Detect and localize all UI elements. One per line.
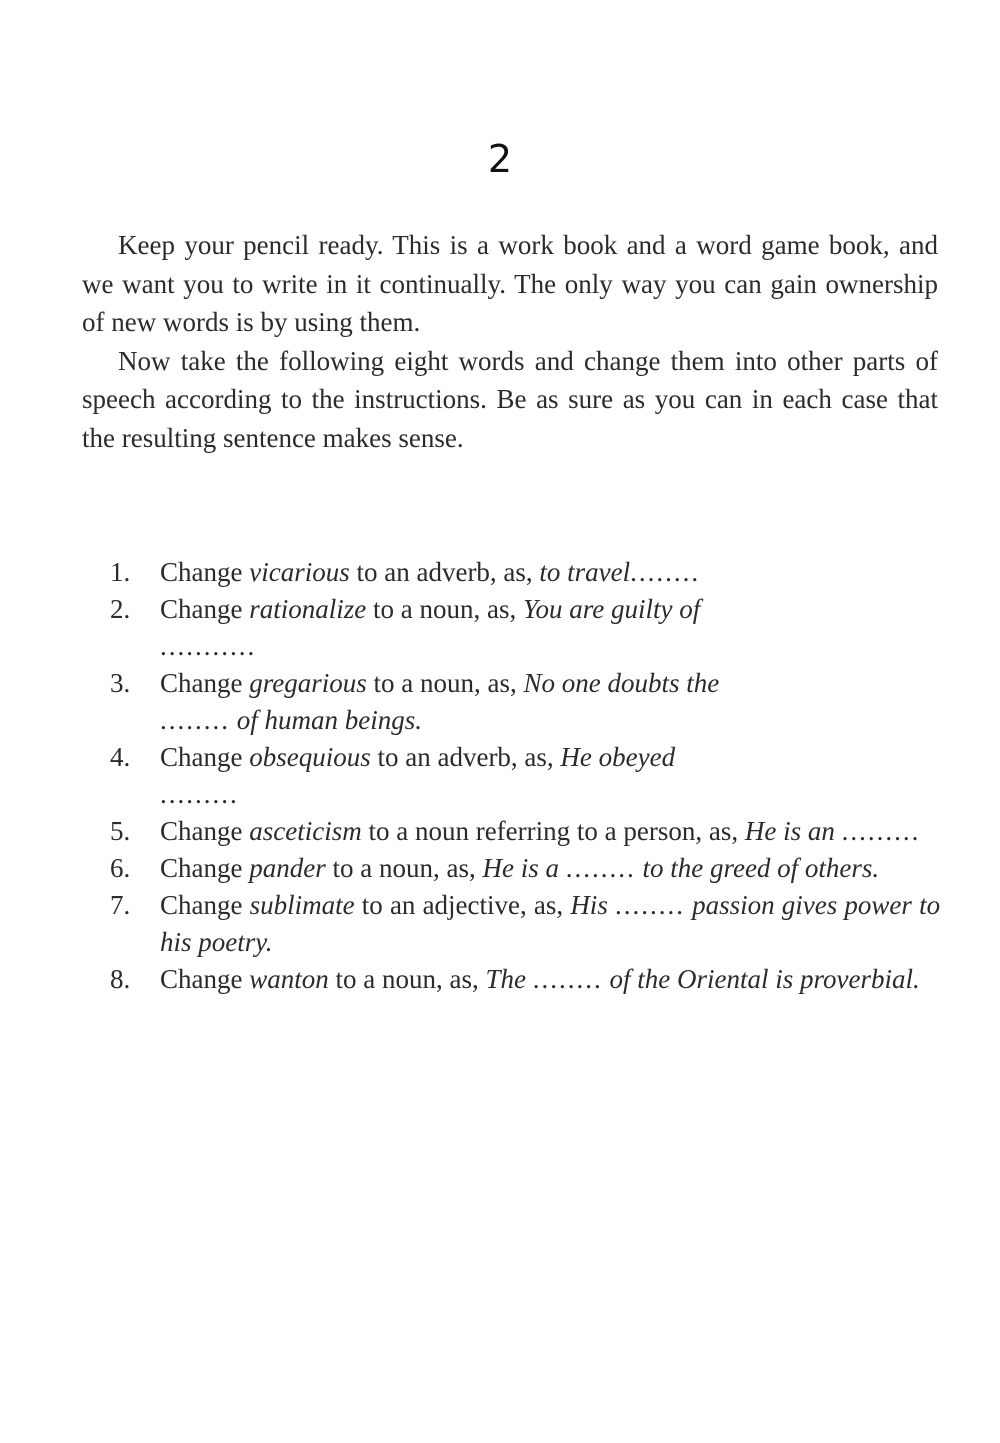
exercise-example-before: The <box>485 964 526 994</box>
exercise-item-8 <box>110 961 940 998</box>
exercise-instruction: to an adjective, as, <box>361 890 564 920</box>
exercise-blank[interactable]: ........ <box>532 964 603 994</box>
exercise-verb: Change <box>160 816 243 846</box>
exercise-item-3 <box>110 665 940 739</box>
intro-paragraph-2: Now take the following eight words and change them into other parts of speech according to the instructions. Be as sure as you can in each case that the resulting sentence makes sense. <box>82 345 938 453</box>
exercise-number: 8. <box>110 964 131 994</box>
exercise-number: 3. <box>110 668 131 698</box>
exercise-instruction: to an adverb, as, <box>356 557 533 587</box>
exercise-example-before: He is an <box>744 816 835 846</box>
exercise-item-4 <box>110 739 940 813</box>
intro-paragraph-1: Keep your pencil ready. This is a work book and a word game book, and we want you to write in it continually. The only way you can gain ownership of new words is by using them. <box>82 230 938 337</box>
exercise-item-5 <box>110 813 940 850</box>
exercise-list <box>110 554 940 998</box>
exercise-instruction: to a noun, as, <box>373 668 517 698</box>
exercise-number: 6. <box>110 853 131 883</box>
exercise-verb: Change <box>160 557 243 587</box>
exercise-target-word: obsequious <box>249 742 371 772</box>
exercise-number: 4. <box>110 742 131 772</box>
exercise-example-before: He is a <box>482 853 559 883</box>
exercise-item-6 <box>110 850 940 887</box>
exercise-blank[interactable]: ........ <box>565 853 636 883</box>
exercise-target-word: vicarious <box>249 557 350 587</box>
exercise-example-after: of the Oriental is proverbial. <box>609 964 920 994</box>
exercise-verb: Change <box>160 594 243 624</box>
exercise-blank[interactable]: ......... <box>841 816 921 846</box>
exercise-blank[interactable]: ........ <box>614 890 685 920</box>
exercise-example-before: He obeyed <box>560 742 676 772</box>
exercise-instruction: to a noun referring to a person, as, <box>368 816 739 846</box>
exercise-number: 5. <box>110 816 131 846</box>
exercise-example-after: to the greed of others. <box>642 853 880 883</box>
exercise-verb: Change <box>160 964 243 994</box>
exercise-verb: Change <box>160 890 243 920</box>
exercise-blank[interactable]: ......... <box>160 779 239 809</box>
exercise-verb: Change <box>160 742 243 772</box>
exercise-instruction: to a noun, as, <box>332 853 476 883</box>
exercise-number: 1. <box>110 557 131 587</box>
exercise-blank[interactable]: ........ <box>160 705 230 735</box>
exercise-item-2 <box>110 591 940 665</box>
exercise-item-7 <box>110 887 940 961</box>
page-number: 2 <box>487 137 513 181</box>
exercise-example-before: No one doubts the <box>523 668 720 698</box>
exercise-instruction: to an adverb, as, <box>377 742 554 772</box>
exercise-target-word: sublimate <box>249 890 355 920</box>
exercise-number: 2. <box>110 594 131 624</box>
exercise-instruction: to a noun, as, <box>335 964 479 994</box>
exercise-blank[interactable]: ........ <box>630 557 701 587</box>
exercise-verb: Change <box>160 668 243 698</box>
exercise-example-before: to travel <box>539 557 631 587</box>
exercise-blank[interactable]: ........... <box>160 631 257 661</box>
exercise-target-word: asceticism <box>249 816 362 846</box>
exercise-item-1 <box>110 554 940 591</box>
exercise-example-after: passion gives power to his poetry. <box>160 890 941 957</box>
exercise-number: 7. <box>110 890 131 920</box>
exercise-example-before: His <box>570 890 608 920</box>
exercise-verb: Change <box>160 853 243 883</box>
exercise-example-after: of human beings. <box>236 705 422 735</box>
exercise-instruction: to a noun, as, <box>373 594 517 624</box>
exercise-target-word: rationalize <box>249 594 367 624</box>
exercise-target-word: pander <box>249 853 326 883</box>
exercise-example-before: You are guilty of <box>522 594 701 624</box>
intro-text <box>82 226 938 457</box>
exercise-target-word: wanton <box>249 964 329 994</box>
exercise-target-word: gregarious <box>249 668 367 698</box>
